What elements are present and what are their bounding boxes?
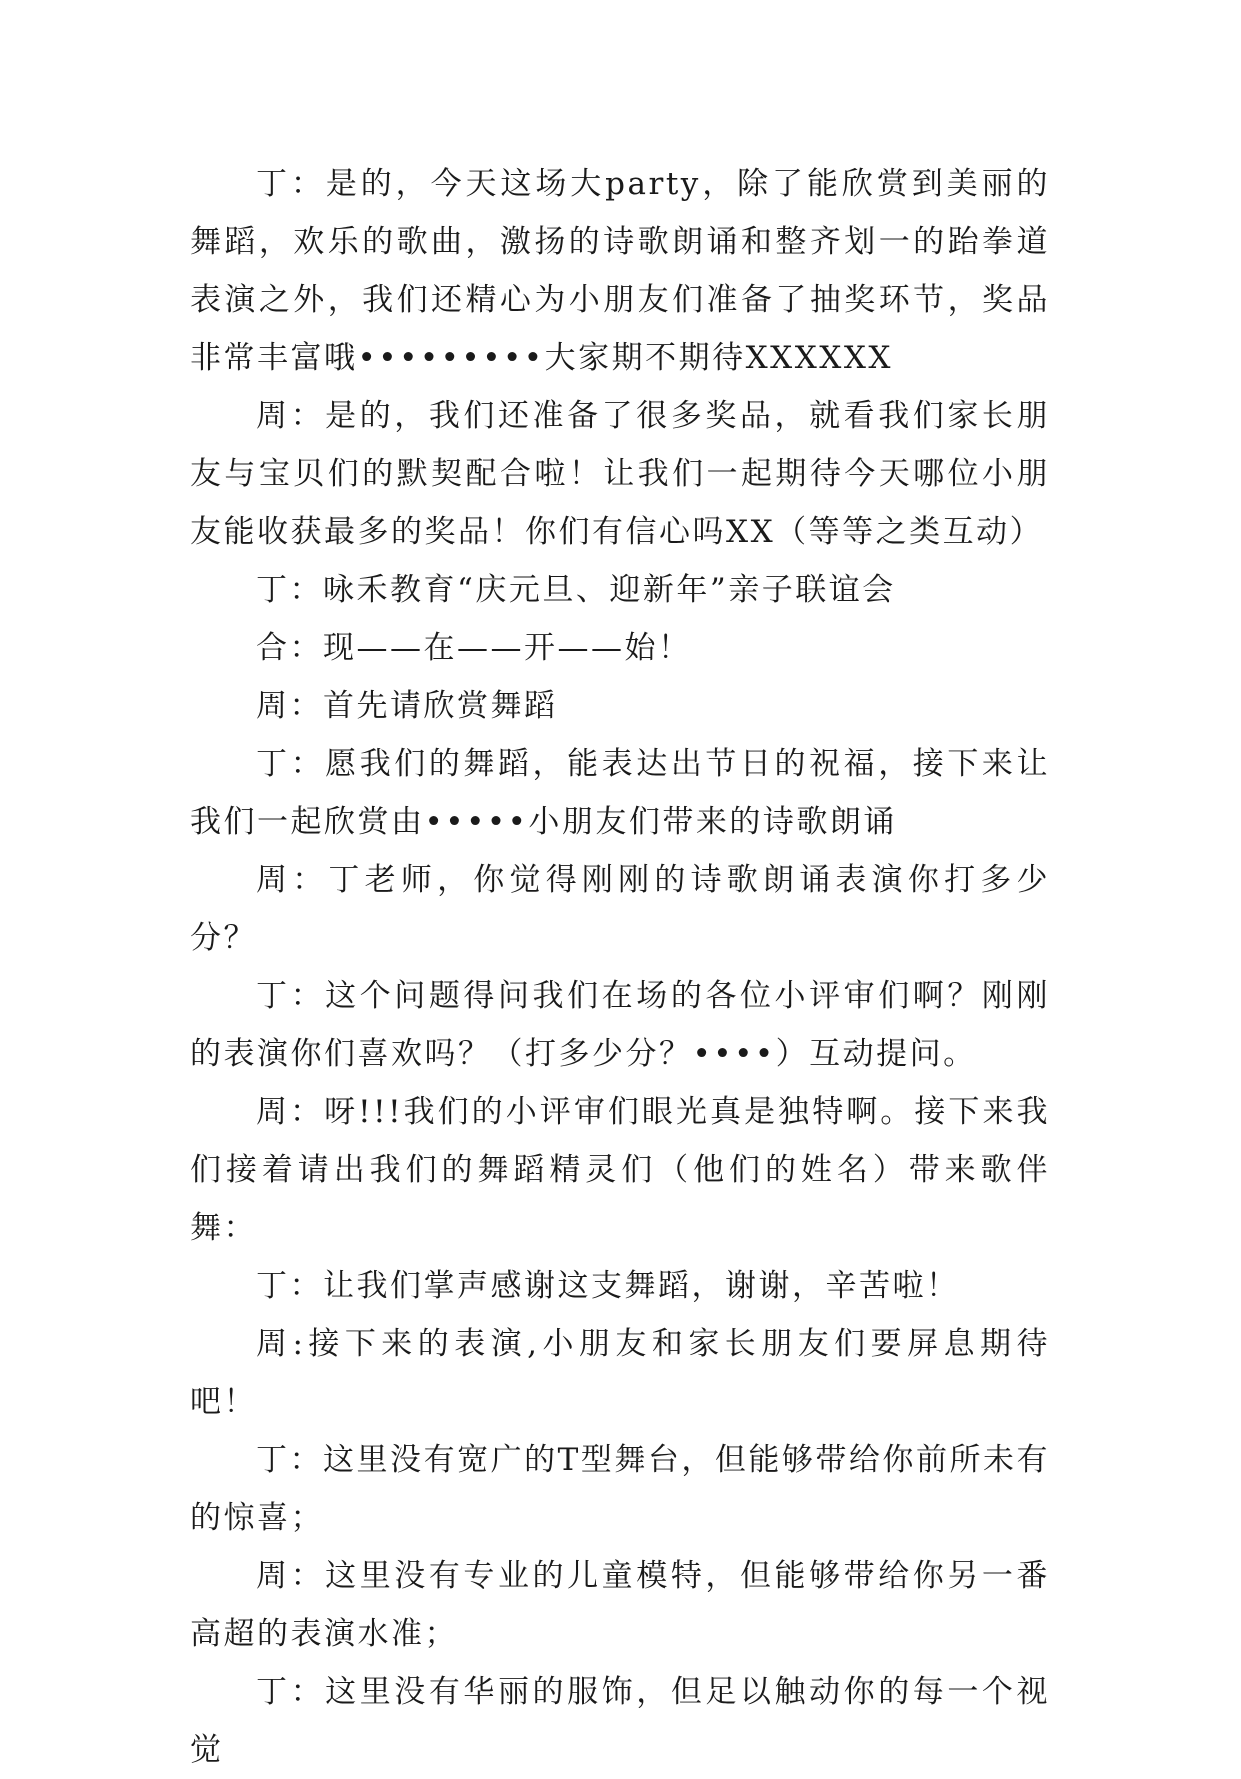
paragraph: 周：丁老师，你觉得刚刚的诗歌朗诵表演你打多少分？ xyxy=(190,862,1050,956)
paragraph: 周：呀!!!我们的小评审们眼光真是独特啊。接下来我们接着请出我们的舞蹈精灵们（他们的姓名）带来歌伴舞： xyxy=(190,1094,1050,1246)
paragraph: 丁：这里没有华丽的服饰，但足以触动你的每一个视觉 xyxy=(190,1674,1050,1768)
paragraph: 丁：让我们掌声感谢这支舞蹈，谢谢，辛苦啦！ xyxy=(256,1268,960,1304)
paragraph: 周:接下来的表演,小朋友和家长朋友们要屏息期待吧！ xyxy=(190,1326,1050,1420)
document-page xyxy=(190,155,1050,1779)
paragraph: 丁：这里没有宽广的T型舞台，但能够带给你前所未有的惊喜； xyxy=(190,1442,1050,1536)
paragraph: 丁：是的，今天这场大party，除了能欣赏到美丽的舞蹈，欢乐的歌曲，激扬的诗歌朗诵和整齐划一的跆拳道表演之外，我们还精心为小朋友们准备了抽奖环节，奖品非常丰富哦•••••••••大家期不期待XXXXXX xyxy=(190,166,1050,376)
paragraph: 丁：愿我们的舞蹈，能表达出节日的祝福，接下来让我们一起欣赏由•••••小朋友们带来的诗歌朗诵 xyxy=(190,746,1050,840)
paragraph: 丁：咏禾教育“庆元旦、迎新年”亲子联谊会 xyxy=(256,572,896,608)
paragraph: 周：是的，我们还准备了很多奖品，就看我们家长朋友与宝贝们的默契配合啦！让我们一起期待今天哪位小朋友能收获最多的奖品！你们有信心吗XX（等等之类互动） xyxy=(190,398,1050,550)
paragraph: 丁：这个问题得问我们在场的各位小评审们啊？刚刚的表演你们喜欢吗？（打多少分？••••）互动提问。 xyxy=(190,978,1050,1072)
paragraph: 周：首先请欣赏舞蹈 xyxy=(256,688,558,724)
paragraph: 合：现——在——开——始！ xyxy=(256,630,692,666)
paragraph: 周：这里没有专业的儿童模特，但能够带给你另一番高超的表演水准； xyxy=(190,1558,1050,1652)
